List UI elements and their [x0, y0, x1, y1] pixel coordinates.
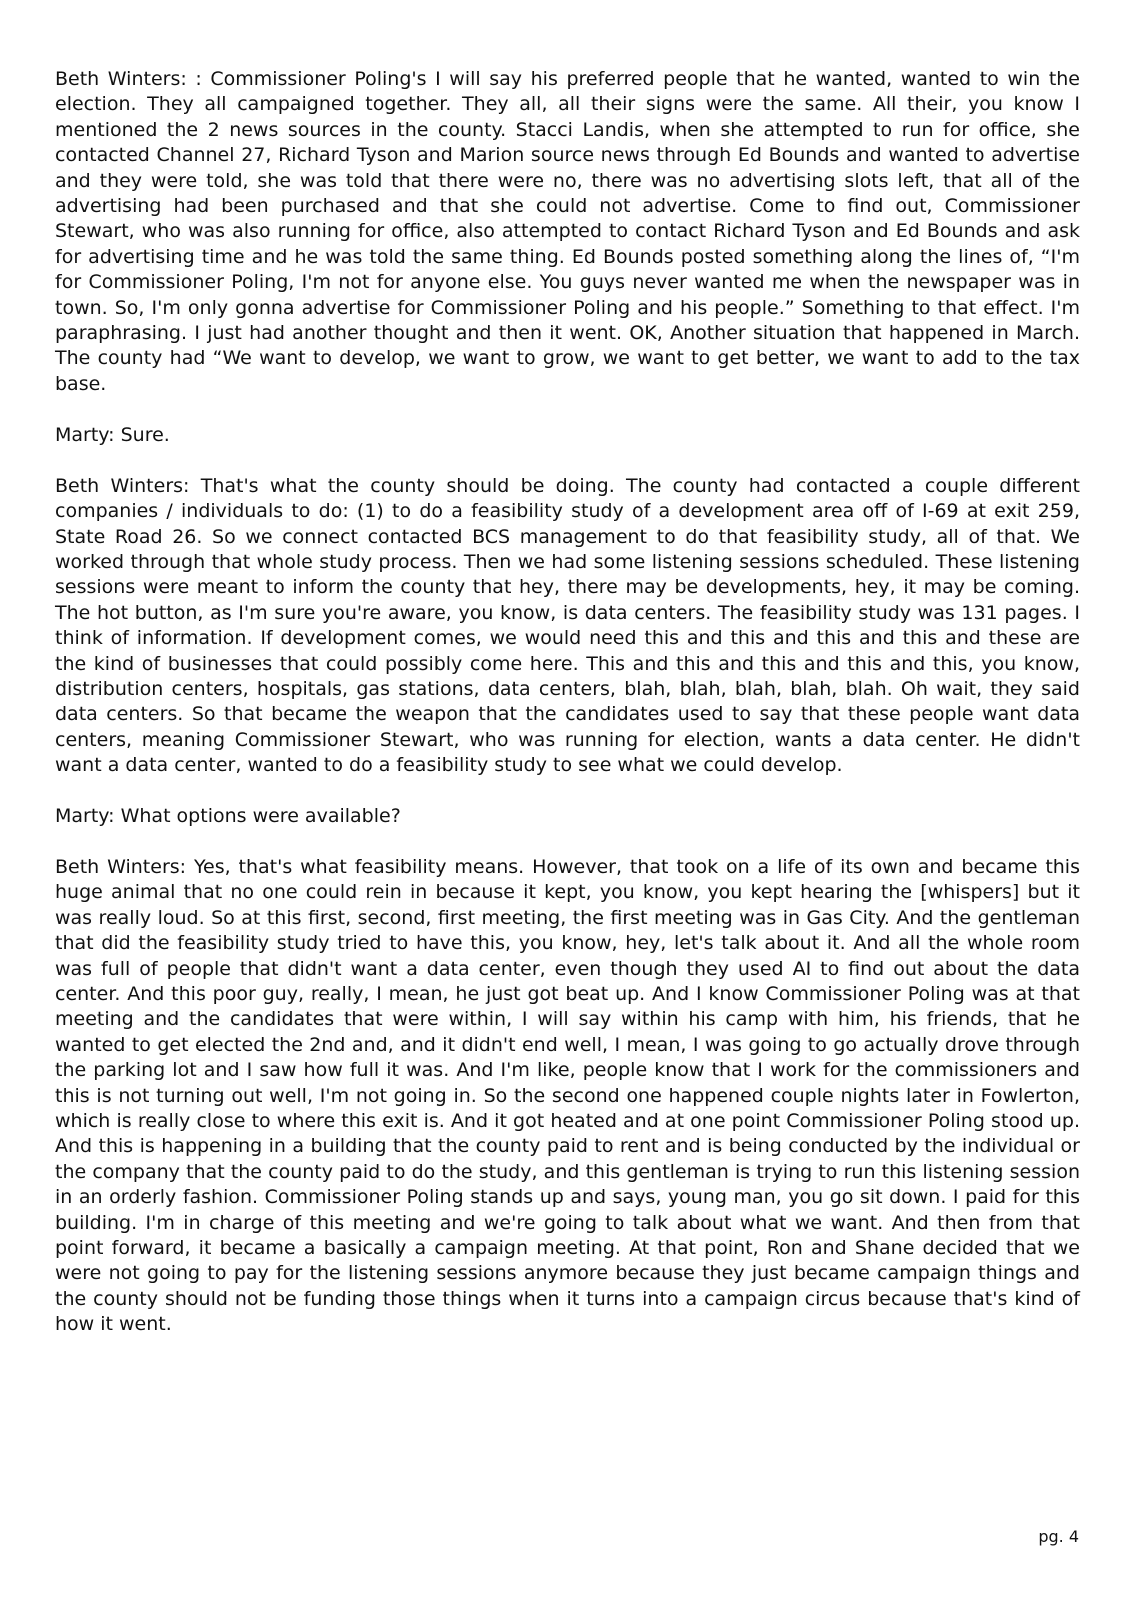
transcript-paragraph-2: Marty: Sure. [55, 423, 170, 446]
transcript-paragraph-5: Beth Winters: Yes, that's what feasibility means. However, that took on a life of its own and became this huge animal that no one could rein in because it kept, you know, you kept hearing the [whispers] but it was really loud. So at this first, second, first meeting, the first meeting was in Gas City. And the gentleman that did the feasibility study tried to have this, you know, hey, let's talk about it. And all the whole room was full of people that didn't want a data center, even though they used AI to find out about the data center. And this poor guy, really, I mean, he just got beat up. And I know Commissioner Poling was at that meeting and the candidates that were within, I will say within his camp with him, his friends, that he wanted to get elected the 2nd and, and it didn't end well, I mean, I was going to go actually drove through the parking lot and I saw how full it was. And I'm like, people know that I work for the commissioners and this is not turning out well, I'm not going in. So the second one happened couple nights later in Fowlerton, which is really close to where this exit is. And it got heated and at one point Commissioner Poling stood up. And this is happening in a building that the county paid to rent and is being conducted by the individual or the company that the county paid to do the study, and this gentleman is trying to run this listening session in an orderly fashion. Commissioner Poling stands up and says, young man, you go sit down. I paid for this building. I'm in charge of this meeting and we're going to talk about what we want. And then from that point forward, it became a basically a campaign meeting. At that point, Ron and Shane decided that we were not going to pay for the listening sessions anymore because they just became campaign things and the county should not be funding those things when it turns into a campaign circus because that's kind of how it went. [55, 855, 1080, 1336]
transcript-page [55, 67, 1080, 1363]
transcript-paragraph-3: Beth Winters: That's what the county should be doing. The county had contacted a couple different companies / individuals to do: (1) to do a feasibility study of a development area off of I-69 at exit 259, State Road 26. So we connect contacted BCS management to do that feasibility study, all of that. We worked through that whole study process. Then we had some listening sessions scheduled. These listening sessions were meant to inform the county that hey, there may be developments, hey, it may be coming. The hot button, as I'm sure you're aware, you know, is data centers. The feasibility study was 131 pages. I think of information. If development comes, we would need this and this and this and this and these are the kind of businesses that could possibly come here. This and this and this and this and this, you know, distribution centers, hospitals, gas stations, data centers, blah, blah, blah, blah, blah. Oh wait, they said data centers. So that became the weapon that the candidates used to say that these people want data centers, meaning Commissioner Stewart, who was running for election, wants a data center. He didn't want a data center, wanted to do a feasibility study to see what we could develop. [55, 474, 1080, 777]
transcript-paragraph-4: Marty: What options were available? [55, 805, 401, 828]
page-number: pg. 4 [1038, 1527, 1079, 1546]
transcript-paragraph-1: Beth Winters: : Commissioner Poling's I will say his preferred people that he wanted, wanted to win the election. They all campaigned together. They all, all their signs were the same. All their, you know I mentioned the 2 news sources in the county. Stacci Landis, when she attempted to run for office, she contacted Channel 27, Richard Tyson and Marion source news through Ed Bounds and wanted to advertise and they were told, she was told that there were no, there was no advertising slots left, that all of the advertising had been purchased and that she could not advertise. Come to find out, Commissioner Stewart, who was also running for office, also attempted to contact Richard Tyson and Ed Bounds and ask for advertising time and he was told the same thing. Ed Bounds posted something along the lines of, “I'm for Commissioner Poling, I'm not for anyone else. You guys never wanted me when the newspaper was in town. So, I'm only gonna advertise for Commissioner Poling and his people.” Something to that effect. I'm paraphrasing. I just had another thought and then it went. OK, Another situation that happened in March. The county had “We want to develop, we want to grow, we want to get better, we want to add to the tax base. [55, 68, 1080, 395]
